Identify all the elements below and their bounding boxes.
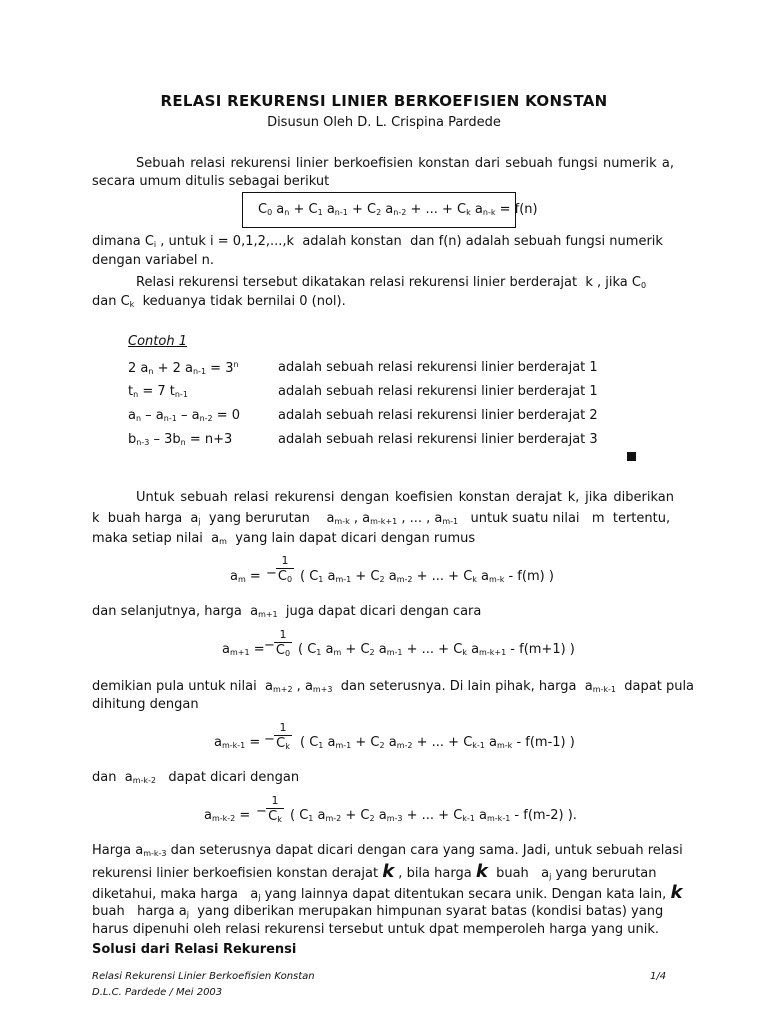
paragraph-intro-line1: Sebuah relasi rekurensi linier berkoefisien konstan dari sebuah fungsi numerik a, xyxy=(136,156,674,171)
formula-am1-rhs: ( $C_1$ $a_m + C_2$ $a_{m-1}$ + ... + $C_k$ $a_{m-k+1} - f(m+1)$ ) xyxy=(298,642,575,657)
end-of-example-square-icon xyxy=(627,452,636,461)
author-line: Disusun Oleh D. L. Crispina Pardede xyxy=(267,115,501,130)
formula-am-rhs: ( $C_1$ $a_{m-1} + C_2$ $a_{m-2}$ + ... + $C_k$ $a_{m-k} - f(m)$ ) xyxy=(300,569,554,584)
formula-amk1-fraction: 1 $C_k$ xyxy=(272,721,294,751)
formula-amk2-rhs: ( $C_1$ $a_{m-2} + C_2$ $a_{m-3}$ + ... + $C_{k-1}$ $a_{m-k-1} - f(m-2)$ ). xyxy=(290,808,577,823)
paragraph-boundary-line3: maka setiap nilai $a_m$ yang lain dapat dicari dengan rumus xyxy=(92,531,476,546)
formula-am1-minus: − xyxy=(264,638,275,653)
formula-am-lhs: $a_m$ = xyxy=(230,569,261,584)
formula-am-minus: − xyxy=(266,566,277,581)
footer-title: Relasi Rekurensi Linier Berkoefisien Konstan xyxy=(92,971,315,982)
paragraph-conclusion-line1: Harga $a_{m-k-3}$ dan seterusnya dapat dicari dengan cara yang sama. Jadi, untuk sebuah relasi xyxy=(92,843,683,858)
paragraph-conclusion-line4: buah harga $a_j$ yang diberikan merupakan himpunan syarat batas (kondisi batas) yang xyxy=(92,904,664,919)
paragraph-backward-line2: dihitung dengan xyxy=(92,697,199,712)
example-1-description: adalah sebuah relasi rekurensi linier berderajat 1 xyxy=(278,360,598,375)
paragraph-intro-line2: secara umum ditulis sebagai berikut xyxy=(92,174,330,189)
paragraph-definition-line1: dimana $C_i$ , untuk i = 0,1,2,...,k adalah konstan dan f(n) adalah sebuah fungsi numerik xyxy=(92,234,663,249)
paragraph-boundary-line1: Untuk sebuah relasi rekurensi dengan koefisien konstan derajat k, jika diberikan xyxy=(136,490,674,505)
paragraph-degree-line1: Relasi rekurensi tersebut dikatakan relasi rekurensi linier berderajat k , jika $C_0$ xyxy=(136,275,647,290)
formula-am1-lhs: $a_{m+1}$ = xyxy=(222,642,265,657)
formula-amk1-minus: − xyxy=(264,732,275,747)
example-3-equation: $a_n - a_{n-1} - a_{n-2} = 0$ xyxy=(128,408,241,423)
section-heading: Solusi dari Relasi Rekurensi xyxy=(92,942,297,957)
formula-amk1-lhs: $a_{m-k-1}$ = xyxy=(214,735,261,750)
formula-amk2-minus: − xyxy=(256,804,267,819)
paragraph-degree-line2: dan $C_k$ keduanya tidak bernilai 0 (nol). xyxy=(92,294,346,309)
example-2-equation: $t_n = 7$ $t_{n-1}$ xyxy=(128,384,188,399)
paragraph-next-backward: dan $a_{m-k-2}$ dapat dicari dengan xyxy=(92,770,300,785)
paragraph-boundary-line2: k buah harga $a_j$ yang berurutan $a_{m-k}$ , $a_{m-k+1}$ , ... , $a_{m-1}$ untuk suatu nilai m tertentu, xyxy=(92,511,671,526)
formula-am1-fraction: 1 $C_0$ xyxy=(275,628,291,658)
example-2-description: adalah sebuah relasi rekurensi linier berderajat 1 xyxy=(278,384,598,399)
example-4-description: adalah sebuah relasi rekurensi linier berderajat 3 xyxy=(278,432,598,447)
general-formula: $C_0$ $a_n + C_1$ $a_{n-1} + C_2$ $a_{n-2}$ + ... + $C_k$ $a_{n-k} = f(n)$ xyxy=(258,202,538,217)
paragraph-conclusion-line2: rekurensi linier berkoefisien konstan derajat k , bila harga k buah $a_j$ yang berurutan xyxy=(92,861,657,882)
example-1-equation: 2 $a_n + 2$ $a_{n-1} = 3^n$ xyxy=(128,360,239,376)
formula-amk1-rhs: ( $C_1$ $a_{m-1} + C_2$ $a_{m-2}$ + ... + $C_{k-1}$ $a_{m-k} - f(m-1)$ ) xyxy=(300,735,575,750)
footer-page-number: 1/4 xyxy=(650,971,667,982)
paragraph-definition-line2: dengan variabel n. xyxy=(92,253,215,268)
formula-am-fraction: 1 $C_0$ xyxy=(277,554,293,584)
formula-amk2-lhs: $a_{m-k-2}$ = xyxy=(204,808,251,823)
page-title: RELASI REKURENSI LINIER BERKOEFISIEN KONSTAN xyxy=(160,92,608,110)
paragraph-conclusion-line3: diketahui, maka harga $a_j$ yang lainnya dapat ditentukan secara unik. Dengan kata lain, k xyxy=(92,882,683,903)
example-4-equation: $b_{n-3} - 3b_n = n+3$ xyxy=(128,432,233,447)
example-heading: Contoh 1 xyxy=(128,334,187,349)
paragraph-next-value: dan selanjutnya, harga $a_{m+1}$ juga dapat dicari dengan cara xyxy=(92,604,482,619)
paragraph-backward-line1: demikian pula untuk nilai $a_{m+2}$ , $a_{m+3}$ dan seterusnya. Di lain pihak, harga $a_{m-k-1}$ dapat pula xyxy=(92,679,695,694)
example-3-description: adalah sebuah relasi rekurensi linier berderajat 2 xyxy=(278,408,598,423)
formula-amk2-fraction: 1 $C_k$ xyxy=(264,794,286,824)
footer-author-date: D.L.C. Pardede / Mei 2003 xyxy=(92,987,223,998)
paragraph-conclusion-line5: harus dipenuhi oleh relasi rekurensi tersebut untuk dpat memperoleh harga yang unik. xyxy=(92,922,659,937)
